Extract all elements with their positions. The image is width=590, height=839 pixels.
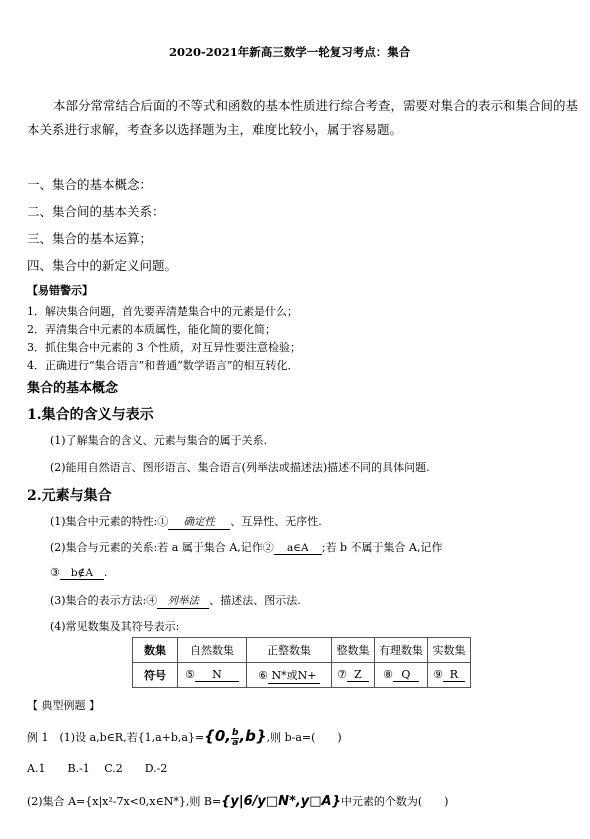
table-symbol-value-natural: N (195, 668, 239, 682)
fraction-numerator: b (232, 727, 239, 738)
subsection-1-heading: 1.集合的含义与表示 (27, 407, 154, 423)
subsection-2-heading: 2.元素与集合 (27, 488, 112, 504)
not-member-line (50, 566, 107, 580)
table-mark-5: ⑤ (185, 668, 195, 681)
representation-line (50, 592, 301, 609)
table-header-label: 数集 (133, 638, 178, 663)
property-prefix: (1)集合中元素的特性:① (50, 515, 169, 528)
property-blank: 确定性 (168, 514, 230, 530)
table-mark-9: ⑨ (433, 668, 443, 681)
representation-prefix: (3)集合的表示方法:④ (50, 594, 158, 607)
tip-item-3: 3．抓住集合中元素的 3 个性质，对互异性要注意检验； (27, 341, 301, 354)
example-2-set: {y|6/y□N*,y□A} (221, 794, 341, 809)
table-symbol-value-rational: Q (393, 668, 419, 682)
page-title: 2020-2021年新高三数学一轮复习考点：集合 (169, 45, 411, 59)
example-2-suffix: 中元素的个数为( ) (340, 795, 449, 808)
table-symbol-integer (332, 663, 375, 688)
table-symbol-value-real: R (443, 668, 465, 682)
table-header-rational: 有理数集 (375, 638, 428, 663)
tip-item-1: 1．解决集合问题，首先要弄清楚集合中的元素是什么； (27, 305, 298, 318)
examples-heading: 【 典型例题 】 (27, 699, 100, 712)
subsection-1-item-1: (1)了解集合的含义、元素与集合的属于关系. (50, 434, 268, 447)
example-1-suffix: ,则 b-a=( ) (266, 731, 342, 744)
example-1-line (27, 725, 342, 749)
table-mark-8: ⑧ (383, 668, 393, 681)
representation-blank: 列举法 (157, 593, 209, 609)
table-symbol-label: 符号 (133, 663, 178, 688)
tip-item-4: 4．正确进行“集合语言”和普通“数学语言”的相互转化． (27, 359, 299, 372)
table-header-real: 实数集 (428, 638, 471, 663)
not-member-blank: b∉A (60, 567, 104, 580)
outline-item-1: 一、集合的基本概念： (27, 177, 153, 192)
example-2-line (27, 791, 448, 813)
outline-item-4: 四、集合中的新定义问题。 (27, 258, 178, 273)
table-symbol-positive-integer (247, 663, 332, 688)
tip-item-2: 2．弄清集合中元素的本质属性，能化简的要化简； (27, 323, 276, 336)
intro-paragraph: 本部分常常结合后面的不等式和函数的基本性质进行综合考查，需要对集合的表示和集合间的基本关系进行求解，考查多以选择题为主，难度比较小，属于容易题。 (27, 98, 579, 138)
example-1-set-open: {0, (204, 727, 231, 745)
outline-item-2: 二、集合间的基本关系： (27, 204, 165, 219)
table-symbol-real (428, 663, 471, 688)
table-mark-7: ⑦ (337, 668, 347, 681)
table-symbol-rational (375, 663, 428, 688)
outline-item-3: 三、集合的基本运算； (27, 231, 153, 246)
representation-suffix: 、描述法、图示法. (209, 594, 301, 607)
tips-heading: 【易错警示】 (27, 284, 93, 297)
table-header-natural: 自然数集 (178, 638, 247, 663)
not-member-suffix: . (103, 566, 108, 579)
table-header-integer: 整数集 (332, 638, 375, 663)
property-line (50, 513, 322, 530)
relation-blank: a∈A (274, 542, 322, 555)
table-symbol-value-integer: Z (347, 668, 369, 682)
relation-prefix: (2)集合与元素的关系:若 a 属于集合 A,记作② (50, 541, 274, 554)
table-header-row (133, 638, 471, 663)
example-1-prefix: 例 1 (1)设 a,b∈R,若{1,a+b,a}= (27, 731, 205, 744)
table-mark-6: ⑥ (258, 668, 268, 682)
table-symbol-natural (178, 663, 247, 688)
table-header-positive-integer: 正整数集 (247, 638, 332, 663)
number-sets-table (132, 637, 471, 688)
table-symbol-row (133, 663, 471, 688)
property-suffix: 、互异性、无序性. (230, 515, 322, 528)
relation-suffix: ;若 b 不属于集合 A,记作 (321, 541, 443, 554)
example-1-set-close: ,b} (239, 727, 267, 745)
section-heading: 集合的基本概念 (27, 381, 119, 396)
table-symbol-value-positive-integer: N*或N+ (268, 667, 320, 684)
relation-line (50, 539, 442, 555)
subsection-1-item-2: (2)能用自然语言、图形语言、集合语言(列举法或描述法)描述不同的具体问题. (50, 461, 430, 474)
not-member-prefix: ③ (50, 566, 60, 579)
fraction-denominator: a (232, 737, 239, 748)
number-sets-intro: (4)常见数集及其符号表示: (50, 620, 180, 633)
example-2-prefix: (2)集合 A={x|x²-7x<0,x∈N*},则 B= (27, 795, 222, 808)
example-1-choices: A.1 B.-1 C.2 D.-2 (27, 762, 168, 775)
